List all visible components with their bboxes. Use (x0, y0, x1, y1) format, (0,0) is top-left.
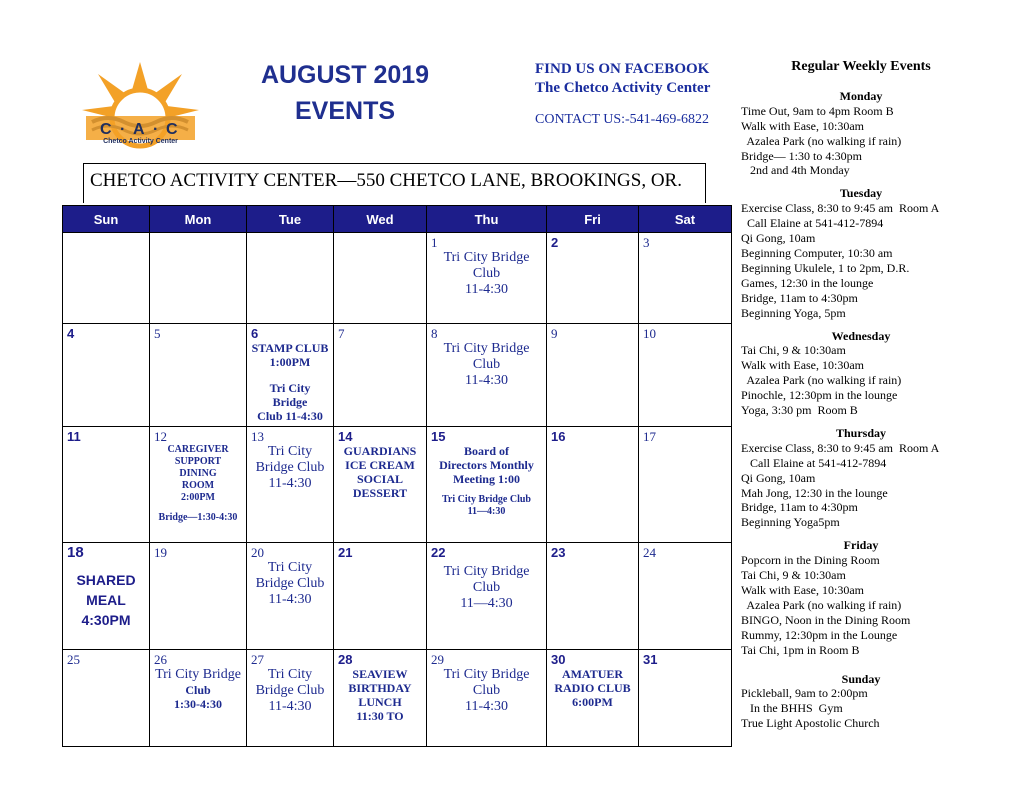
event-line: 4:30PM (81, 612, 131, 628)
event-line: 11-4:30 (268, 699, 312, 714)
event-line: Bridge Club (255, 460, 325, 475)
day-cell-8 (427, 324, 547, 427)
day-cell-25 (63, 650, 150, 747)
weekly-day-heading: Monday (839, 88, 883, 103)
logo-letter-c1: C (100, 121, 112, 138)
day-number: 30 (551, 652, 566, 667)
weekday-sun: Sun (63, 206, 150, 233)
event-line: Club 11-4:30 (257, 409, 323, 423)
day-number: 28 (338, 652, 353, 667)
day-cell-23 (547, 543, 639, 650)
event-line: Bridge Club (255, 576, 325, 591)
event-line: 11—4:30 (467, 506, 506, 517)
logo-letter-c2: C (166, 121, 178, 138)
day-cell-6 (247, 324, 334, 427)
day-cell-30 (547, 650, 639, 747)
event-line: 11:30 TO (356, 709, 404, 723)
weekday-thu: Thu (427, 206, 547, 233)
day-cell-20 (247, 543, 334, 650)
weekly-day-heading: Friday (843, 538, 879, 553)
weekly-line: Azalea Park (no walking if rain) (741, 373, 902, 388)
day-number: 8 (431, 326, 438, 341)
week-row-4 (63, 543, 732, 650)
event-line: Tri City (267, 667, 313, 682)
event-line: CAREGIVER (167, 444, 229, 455)
event-line: 11-4:30 (268, 592, 312, 607)
event-line: SUPPORT (174, 456, 222, 467)
week-row-2 (63, 324, 732, 427)
day-cell-13 (247, 427, 334, 543)
day-cell-3 (639, 233, 732, 324)
event-line: 11-4:30 (268, 476, 312, 491)
day-cell-24 (639, 543, 732, 650)
weekly-day-heading: Thursday (835, 425, 887, 440)
event-shared-meal (67, 570, 145, 630)
day-number: 5 (154, 326, 161, 341)
svg-text:·: · (153, 121, 159, 138)
event-bridge-club (431, 494, 542, 518)
event-line: 1:00PM (269, 355, 311, 369)
weekly-line: Azalea Park (no walking if rain) (741, 133, 902, 148)
weekly-line: Walk with Ease, 10:30am (741, 358, 865, 373)
event-line: 11-4:30 (464, 373, 509, 388)
contact-phone: CONTACT US:-541-469-6822 (535, 112, 710, 127)
weekly-line: Qi Gong, 10am (741, 470, 816, 485)
weekday-wed: Wed (334, 206, 427, 233)
weekly-events-panel (741, 60, 991, 731)
weekly-line: Call Elaine at 541-412-7894 (741, 216, 884, 231)
weekday-fri: Fri (547, 206, 639, 233)
weekly-line: In the BHHS Gym (741, 701, 843, 716)
weekly-line: 2nd and 4th Monday (741, 163, 850, 178)
event-bridge: Bridge—1:30-4:30 (158, 512, 238, 523)
weekly-line: True Light Apostolic Church (741, 716, 880, 731)
facebook-line1: FIND US ON FACEBOOK (535, 61, 710, 77)
weekly-line: Qi Gong, 10am (741, 231, 816, 246)
event-line: ROOM (181, 480, 215, 491)
event-line: RADIO CLUB (554, 681, 631, 695)
day-number: 9 (551, 326, 558, 341)
day-number: 4 (67, 326, 75, 341)
day-cell-27 (247, 650, 334, 747)
event-line: Club (472, 580, 501, 595)
day-number: 16 (551, 429, 566, 444)
weekly-line: Games, 12:30 in the lounge (741, 275, 874, 290)
day-cell-empty (334, 233, 427, 324)
event-line: SEAVIEW (352, 667, 408, 681)
weekly-line: Beginning Ukulele, 1 to 2pm, D.R. (741, 260, 910, 275)
day-cell-empty (150, 233, 247, 324)
event-line: Directors Monthly (439, 458, 534, 472)
event-line: BIRTHDAY (348, 681, 412, 695)
day-number: 1 (431, 235, 438, 250)
event-bridge-club (251, 667, 329, 715)
event-line: 11-4:30 (464, 282, 509, 297)
day-number: 3 (643, 235, 650, 250)
event-caregiver-support (154, 444, 242, 504)
event-line: Tri City Bridge (443, 667, 530, 682)
event-line: Tri City Bridge (443, 564, 530, 579)
event-line: 2:00PM (181, 492, 215, 503)
event-bridge-club: Tri City Bridge (155, 667, 241, 682)
day-number: 10 (643, 326, 656, 341)
day-number: 6 (251, 326, 259, 341)
day-cell-17 (639, 427, 732, 543)
event-line: 6:00PM (572, 695, 613, 709)
weekly-events-title: Regular Weekly Events (791, 59, 931, 74)
logo-caption: Chetco Activity Center (103, 138, 178, 145)
event-line: Tri City Bridge Club (442, 494, 531, 505)
day-cell-1 (427, 233, 547, 324)
week-row-3 (63, 427, 732, 543)
day-cell-14 (334, 427, 427, 543)
event-board-meeting (431, 444, 542, 486)
event-bridge-club (251, 381, 329, 423)
event-bridge-club (431, 341, 542, 389)
weekly-line: Azalea Park (no walking if rain) (741, 597, 902, 612)
day-number: 15 (431, 429, 446, 444)
event-line: 1:30-4:30 (174, 697, 222, 711)
event-line: 11-4:30 (464, 699, 509, 714)
weekly-line: Tai Chi, 1pm in Room B (741, 642, 860, 657)
event-line: SOCIAL (356, 472, 403, 486)
day-cell-19 (150, 543, 247, 650)
day-cell-18 (63, 543, 150, 650)
day-cell-28 (334, 650, 427, 747)
event-line: Club (185, 683, 211, 697)
day-number: 17 (643, 429, 656, 444)
svg-text:·: · (120, 121, 126, 138)
page-title: AUGUST 2019 (260, 61, 430, 89)
weekly-line: Time Out, 9am to 4pm Room B (741, 103, 894, 118)
weekly-line: Walk with Ease, 10:30am (741, 583, 865, 597)
weekly-day-heading: Sunday (841, 671, 881, 686)
event-bridge-club-time (154, 683, 242, 711)
event-line: LUNCH (358, 695, 402, 709)
weekly-line: Yoga, 3:30 pm Room B (741, 403, 858, 418)
day-number: 29 (431, 652, 444, 667)
event-line: MEAL (86, 592, 126, 608)
weekly-line: Call Elaine at 541-412-7894 (741, 455, 887, 470)
event-line: AMATUER (561, 667, 624, 681)
day-number: 27 (251, 652, 264, 667)
event-line: Tri City (267, 444, 313, 459)
day-cell-21 (334, 543, 427, 650)
day-cell-16 (547, 427, 639, 543)
event-seaview-birthday-lunch (338, 667, 422, 723)
day-number: 18 (67, 544, 84, 561)
day-cell-empty (63, 233, 150, 324)
day-number: 22 (431, 545, 446, 560)
event-line: 11—4:30 (460, 596, 513, 611)
weekly-line: Bridge— 1:30 to 4:30pm (741, 148, 862, 163)
event-line: Bridge Club (255, 683, 325, 698)
weekday-mon: Mon (150, 206, 247, 233)
day-cell-9 (547, 324, 639, 427)
address-box: CHETCO ACTIVITY CENTER—550 CHETCO LANE, BROOKINGS, OR. (83, 163, 706, 203)
day-cell-11 (63, 427, 150, 543)
weekday-sat: Sat (639, 206, 732, 233)
weekly-line: Exercise Class, 8:30 to 9:45 am Room A (741, 440, 940, 455)
weekly-line: Tai Chi, 9 & 10:30am (741, 343, 846, 358)
page-subtitle: EVENTS (294, 97, 396, 125)
facebook-line2: The Chetco Activity Center (535, 80, 711, 96)
weekly-line: Beginning Yoga, 5pm (741, 305, 846, 320)
event-line: Tri City Bridge (269, 381, 311, 409)
event-guardians-ice-cream (338, 444, 422, 500)
weekly-day-heading: Tuesday (839, 186, 883, 201)
event-line: Club (472, 683, 501, 698)
day-number: 25 (67, 652, 80, 667)
weekly-line: Popcorn in the Dining Room (741, 553, 880, 568)
week-row-1 (63, 233, 732, 324)
event-bridge-club (431, 564, 542, 612)
weekly-line: Tai Chi, 9 & 10:30am (741, 568, 846, 583)
day-number: 2 (551, 235, 559, 250)
calendar-table (62, 205, 732, 747)
event-line: Club (472, 266, 501, 281)
day-cell-26 (150, 650, 247, 747)
event-line: Tri City Bridge (443, 250, 530, 265)
week-row-5 (63, 650, 732, 747)
day-number: 12 (154, 429, 167, 444)
day-number: 13 (251, 429, 264, 444)
day-cell-10 (639, 324, 732, 427)
weekly-line: Bridge, 11am to 4:30pm (741, 500, 858, 515)
event-bridge-club (251, 560, 329, 608)
day-number: 19 (154, 545, 167, 560)
logo-letter-a: A (133, 121, 145, 138)
weekly-line: Bridge, 11am to 4:30pm (741, 290, 858, 305)
event-line: Board of (464, 444, 509, 458)
day-number: 26 (154, 652, 167, 667)
weekly-line: Beginning Computer, 10:30 am (741, 245, 893, 260)
day-number: 7 (338, 326, 345, 341)
day-cell-4 (63, 324, 150, 427)
weekly-line: Pickleball, 9am to 2:00pm (741, 686, 868, 701)
event-line: DESSERT (352, 486, 408, 500)
day-number: 31 (643, 652, 658, 667)
event-amatuer-radio-club (551, 667, 634, 709)
day-cell-12 (150, 427, 247, 543)
day-number: 21 (338, 545, 353, 560)
event-bridge-club (431, 667, 542, 715)
day-cell-15 (427, 427, 547, 543)
day-cell-5 (150, 324, 247, 427)
weekly-day-heading: Wednesday (831, 328, 891, 343)
event-bridge-club (251, 444, 329, 492)
weekly-line: Walk with Ease, 10:30am (741, 118, 865, 133)
weekly-line: Rummy, 12:30pm in the Lounge (741, 627, 898, 642)
day-number: 14 (338, 429, 353, 444)
event-line: Tri City (267, 560, 313, 575)
day-number: 24 (643, 545, 656, 560)
day-cell-empty (247, 233, 334, 324)
day-number: 11 (67, 429, 81, 444)
event-line: SHARED (76, 572, 136, 588)
weekly-line: Beginning Yoga5pm (741, 515, 840, 530)
day-number: 23 (551, 545, 566, 560)
weekday-tue: Tue (247, 206, 334, 233)
day-cell-2 (547, 233, 639, 324)
event-line: Tri City Bridge (443, 341, 530, 356)
day-number: 20 (251, 545, 264, 560)
weekly-line: Mah Jong, 12:30 in the lounge (741, 485, 888, 500)
weekly-line: Pinochle, 12:30pm in the lounge (741, 388, 898, 403)
event-bridge-club (431, 250, 542, 298)
day-cell-22 (427, 543, 547, 650)
weekly-line: BINGO, Noon in the Dining Room (741, 612, 911, 627)
weekly-line: Exercise Class, 8:30 to 9:45 am Room A (741, 201, 940, 216)
day-cell-29 (427, 650, 547, 747)
event-line: Club (472, 357, 501, 372)
event-line: Meeting 1:00 (453, 472, 520, 486)
facebook-block (535, 60, 735, 98)
event-line: ICE CREAM (345, 458, 415, 472)
day-cell-7 (334, 324, 427, 427)
weekday-header-row (63, 206, 732, 233)
event-stamp-club (251, 341, 329, 369)
day-cell-31 (639, 650, 732, 747)
event-line: DINING (179, 468, 217, 479)
event-line: GUARDIANS (343, 444, 417, 458)
event-line: STAMP CLUB (251, 341, 329, 355)
